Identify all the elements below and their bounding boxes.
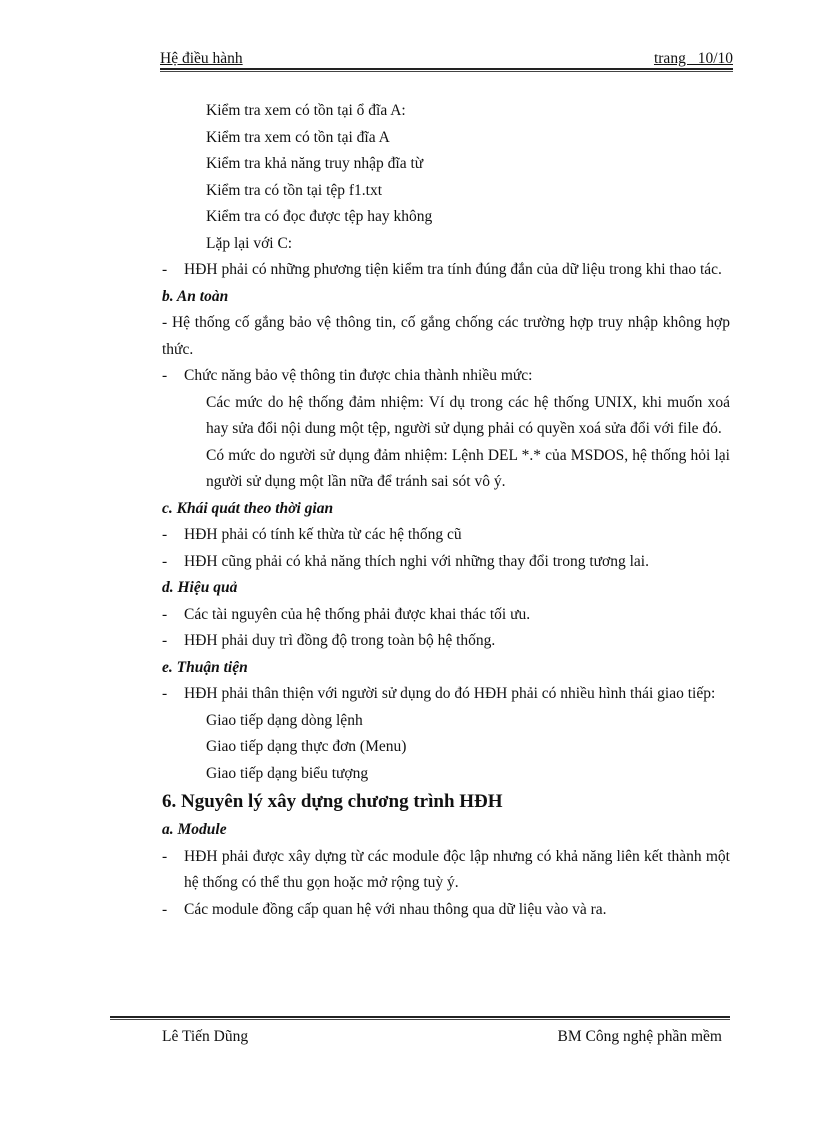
- b-level-system: Các mức do hệ thống đảm nhiệm: Ví dụ trong các hệ thống UNIX, khi muốn xoá hay sửa đổi nội dung một tệp, người sử dụng phải có quyền xoá sửa đổi với file đó.: [206, 393, 730, 437]
- b-paragraph-1-text: Hệ thống cố gắng bảo vệ thông tin, cố gắng chống các trường hợp truy nhập không hợp thức.: [162, 314, 730, 358]
- page-header: [160, 50, 733, 68]
- footer-rule: [110, 1016, 730, 1018]
- 6a-bullet-1: - HĐH phải được xây dựng từ các module độc lập nhưng có khả năng liên kết thành một hệ thống có thể thu gọn hoặc mở rộng tuỳ ý.: [162, 844, 730, 897]
- check-line-6: Lặp lại với C:: [206, 234, 293, 252]
- section-6-title: 6. Nguyên lý xây dựng chương trình HĐH: [162, 791, 503, 812]
- d-bullet-2: - HĐH phải duy trì đồng độ trong toàn bộ hệ thống.: [162, 628, 730, 655]
- b-level-user: Có mức do người sử dụng đảm nhiệm: Lệnh DEL *.* của MSDOS, hệ thống hỏi lại người sử dụng một lần nữa để tránh sai sót vô ý.: [206, 446, 730, 490]
- page-footer: [162, 1028, 722, 1048]
- d-bullet-1: - Các tài nguyên của hệ thống phải được khai thác tối ưu.: [162, 602, 730, 629]
- dash-marker: -: [162, 314, 172, 331]
- heading-d: d. Hiệu quả: [162, 579, 238, 596]
- footer-department: BM Công nghệ phần mềm: [557, 1028, 722, 1045]
- header-title: Hệ điều hành: [160, 50, 243, 67]
- bullet-data-check: - HĐH phải có những phương tiện kiểm tra tính đúng đắn của dữ liệu trong khi thao tác.: [162, 257, 730, 284]
- e-item-3: Giao tiếp dạng biểu tượng: [206, 764, 369, 782]
- header-rule-thin: [160, 71, 733, 72]
- check-line-2: Kiểm tra xem có tồn tại đĩa A: [206, 128, 390, 146]
- check-line-5: Kiểm tra có đọc được tệp hay không: [206, 208, 433, 225]
- header-rule: [160, 68, 733, 70]
- heading-e: e. Thuận tiện: [162, 658, 248, 676]
- e-bullet-1: - HĐH phải thân thiện với người sử dụng do đó HĐH phải có nhiều hình thái giao tiếp:: [162, 681, 730, 708]
- 6a-bullet-2: - Các module đồng cấp quan hệ với nhau thông qua dữ liệu vào và ra.: [162, 897, 730, 924]
- header-page-number: trang 10/10: [653, 50, 733, 67]
- check-line-4: Kiểm tra có tồn tại tệp f1.txt: [206, 181, 383, 199]
- check-line-3: Kiểm tra khả năng truy nhập đĩa từ: [206, 155, 424, 172]
- b-bullet-levels: - Chức năng bảo vệ thông tin được chia thành nhiều mức:: [162, 363, 730, 390]
- heading-c: c. Khái quát theo thời gian: [162, 499, 334, 517]
- heading-6a: a. Module: [162, 821, 227, 838]
- c-bullet-1: - HĐH phải có tính kế thừa từ các hệ thống cũ: [162, 522, 730, 549]
- document-body: [162, 98, 730, 923]
- footer-rule-thin: [110, 1019, 730, 1020]
- footer-author: Lê Tiến Dũng: [162, 1028, 249, 1045]
- check-line-1: Kiểm tra xem có tồn tại ổ đĩa A:: [206, 102, 406, 119]
- c-bullet-2: - HĐH cũng phải có khả năng thích nghi với những thay đổi trong tương lai.: [162, 549, 730, 576]
- e-item-2: Giao tiếp dạng thực đơn (Menu): [206, 738, 407, 755]
- heading-b: b. An toàn: [162, 287, 229, 305]
- b-paragraph-1: [162, 310, 730, 363]
- e-item-1: Giao tiếp dạng dòng lệnh: [206, 711, 363, 729]
